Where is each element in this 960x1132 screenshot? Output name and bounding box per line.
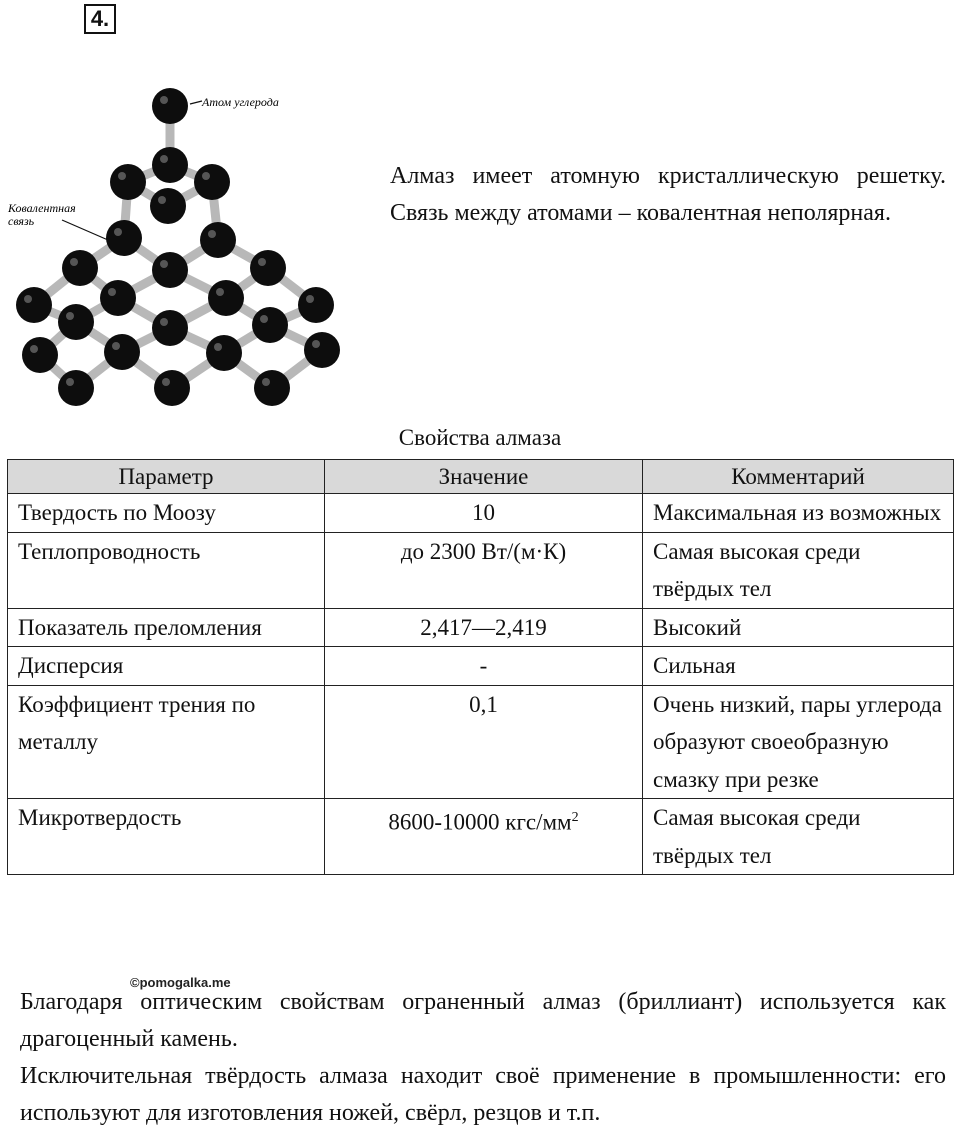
- atom-highlight: [202, 172, 210, 180]
- carbon-atom: [200, 222, 236, 258]
- carbon-atom: [58, 304, 94, 340]
- carbon-atom: [250, 250, 286, 286]
- atom-highlight: [258, 258, 266, 266]
- carbon-atom: [58, 370, 94, 406]
- carbon-atom: [110, 164, 146, 200]
- row-param: Микротвердость: [8, 799, 325, 875]
- atom-highlight: [160, 318, 168, 326]
- row-value: 10: [325, 494, 643, 533]
- carbon-atom: [152, 147, 188, 183]
- atom-highlight: [216, 288, 224, 296]
- row-comment: Самая высокая среди твёрдых тел: [643, 532, 954, 608]
- atom-highlight: [306, 295, 314, 303]
- carbon-atom: [22, 337, 58, 373]
- carbon-atom: [154, 370, 190, 406]
- carbon-atom: [206, 335, 242, 371]
- carbon-atom: [252, 307, 288, 343]
- table-row: [8, 532, 954, 608]
- carbon-atom: [150, 188, 186, 224]
- watermark: ©pomogalka.me: [130, 975, 231, 990]
- diamond-lattice-figure: [0, 70, 352, 420]
- header-comment: Комментарий: [643, 460, 954, 494]
- row-value: до 2300 Вт/(м·К): [325, 532, 643, 608]
- header-value: Значение: [325, 460, 643, 494]
- table-row: [8, 608, 954, 647]
- carbon-atom: [152, 252, 188, 288]
- outro-paragraph-2: Исключительная твёрдость алмаза находит своё применение в промышленности: его используют для изготовления ножей, свёрл, резцов и т.п.: [20, 1063, 946, 1126]
- carbon-atom: [208, 280, 244, 316]
- atom-highlight: [260, 315, 268, 323]
- row-param: Коэффициент трения по металлу: [8, 685, 325, 799]
- atom-highlight: [160, 96, 168, 104]
- atom-highlight: [112, 342, 120, 350]
- atom-highlight: [70, 258, 78, 266]
- atom-highlight: [160, 155, 168, 163]
- task-number: 4.: [84, 4, 116, 34]
- atom-highlight: [66, 378, 74, 386]
- row-comment: Сильная: [643, 647, 954, 686]
- table-row: [8, 647, 954, 686]
- carbon-atom: [152, 88, 188, 124]
- row-value-text: 8600-10000 кгс/мм: [388, 809, 572, 835]
- diamond-properties-table: [7, 459, 954, 875]
- carbon-atom: [100, 280, 136, 316]
- atom-highlight: [214, 343, 222, 351]
- row-comment: Очень низкий, пары углерода образуют своеобразную смазку при резке: [643, 685, 954, 799]
- table-row: [8, 799, 954, 875]
- diamond-lattice-illustration: [0, 70, 352, 420]
- atom-highlight: [208, 230, 216, 238]
- row-value: 2,417—2,419: [325, 608, 643, 647]
- atom-highlight: [262, 378, 270, 386]
- row-value: -: [325, 647, 643, 686]
- intro-paragraph: Алмаз имеет атомную кристаллическую решетку. Связь между атомами – ковалентная неполярная.: [390, 163, 946, 226]
- atom-highlight: [118, 172, 126, 180]
- atom-label: Атом углерода: [202, 95, 279, 109]
- atom-highlight: [160, 260, 168, 268]
- atom-highlight: [66, 312, 74, 320]
- carbon-atom: [152, 310, 188, 346]
- row-param: Показатель преломления: [8, 608, 325, 647]
- carbon-atom: [104, 334, 140, 370]
- table-row: [8, 685, 954, 799]
- row-comment: Высокий: [643, 608, 954, 647]
- carbon-atom: [62, 250, 98, 286]
- carbon-atom: [16, 287, 52, 323]
- row-param: Твердость по Моозу: [8, 494, 325, 533]
- atom-highlight: [24, 295, 32, 303]
- bond-label-line2: связь: [8, 214, 35, 228]
- header-parameter: Параметр: [8, 460, 325, 494]
- carbon-atom: [298, 287, 334, 323]
- table-caption: Свойства алмаза: [398, 425, 562, 450]
- outro-text: [20, 984, 946, 1132]
- atom-highlight: [30, 345, 38, 353]
- atom-highlight: [162, 378, 170, 386]
- row-param: Дисперсия: [8, 647, 325, 686]
- atom-highlight: [312, 340, 320, 348]
- carbon-atom: [254, 370, 290, 406]
- row-value: 0,1: [325, 685, 643, 799]
- row-value: [325, 799, 643, 875]
- carbon-atom: [106, 220, 142, 256]
- outro-paragraph-1: Благодаря оптическим свойствам ограненный алмаз (бриллиант) используется как драгоценный камень.: [20, 989, 946, 1052]
- table-row: [8, 494, 954, 533]
- carbon-atom: [304, 332, 340, 368]
- atom-highlight: [114, 228, 122, 236]
- atom-highlight: [108, 288, 116, 296]
- row-param: Теплопроводность: [8, 532, 325, 608]
- atom-highlight: [158, 196, 166, 204]
- row-comment: Самая высокая среди твёрдых тел: [643, 799, 954, 875]
- bond-label-line1: Ковалентная: [8, 201, 76, 215]
- table-header-row: [8, 460, 954, 494]
- carbon-atom: [194, 164, 230, 200]
- row-value-superscript: 2: [571, 810, 579, 825]
- row-comment: Максимальная из возможных: [643, 494, 954, 533]
